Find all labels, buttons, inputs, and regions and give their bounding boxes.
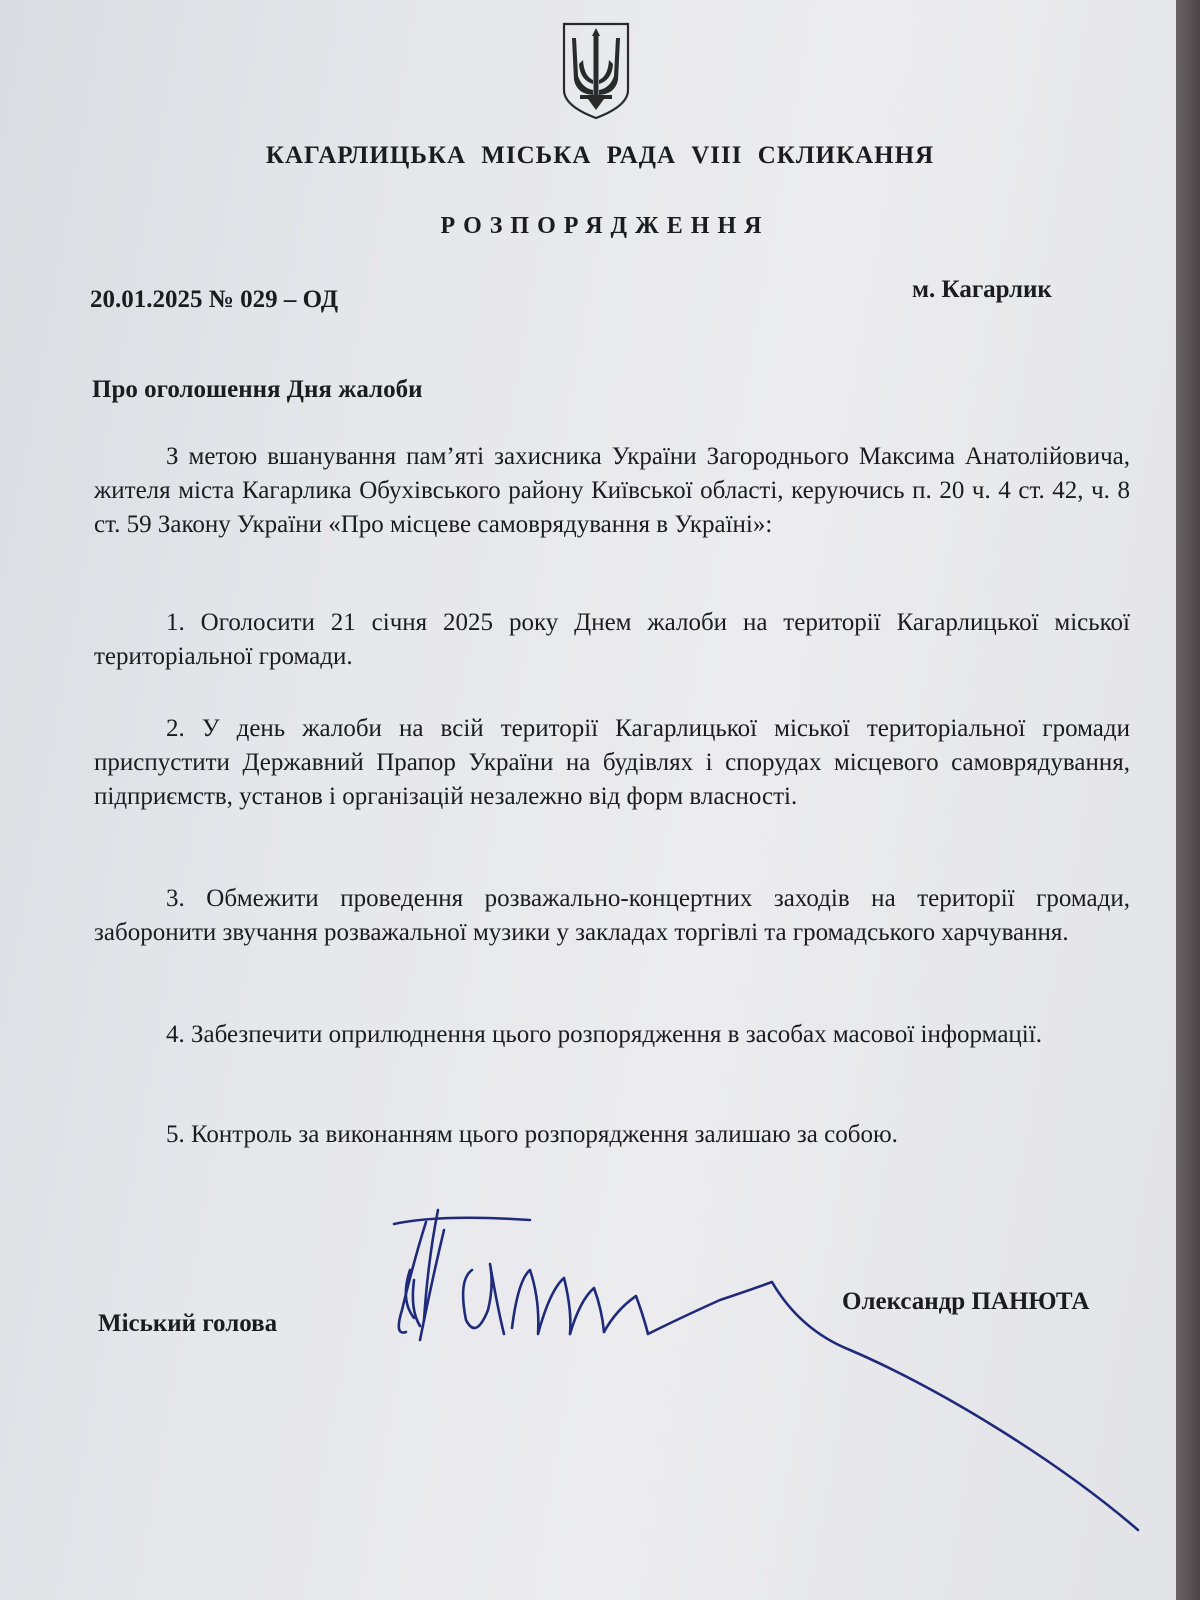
council-name: КАГАРЛИЦЬКА МІСЬКА РАДА VIII СКЛИКАННЯ: [265, 142, 935, 169]
document-type: РОЗПОРЯДЖЕННЯ: [440, 213, 770, 239]
item-paragraph-3: 3. Обмежити проведення розважально-концертних заходів на території громади, заборонити звучання розважальної музики у закладах торгівлі та громадського харчування.: [94, 885, 1130, 946]
item-paragraph-5: 5. Контроль за виконанням цього розпорядження залишаю за собою.: [166, 1121, 898, 1148]
document-subject: Про оголошення Дня жалоби: [92, 376, 423, 403]
document-number: 20.01.2025 № 029 – ОД: [90, 286, 339, 313]
signatory-title: Міський голова: [98, 1310, 278, 1337]
item-paragraph-4: 4. Забезпечити оприлюднення цього розпорядження в засобах масової інформації.: [166, 1021, 1042, 1048]
intro-paragraph: З метою вшанування пам’яті захисника України Загороднього Максима Анатолійовича, жителя міста Кагарлика Обухівського району Київської області, керуючись п. 20 ч. 4 ст. 42, ч. 8 ст. 59 Закону України «Про місцеве самоврядування в Україні»:: [94, 443, 1130, 538]
signatory-name: Олександр ПАНЮТА: [842, 1288, 1090, 1315]
item-paragraph-1: 1. Оголосити 21 січня 2025 року Днем жалоби на території Кагарлицької міської територіальної громади.: [94, 609, 1130, 670]
handwritten-signature: [380, 1200, 1176, 1560]
trident-emblem-icon: [560, 20, 632, 122]
background-edge: [1176, 0, 1200, 1600]
document-city: м. Кагарлик: [912, 276, 1052, 303]
item-paragraph-2: 2. У день жалоби на всій території Кагарлицької міської територіальної громади приспустити Державний Прапор України на будівлях і спорудах місцевого самоврядування, підприємств, установ і організацій незалежно від форм власності.: [94, 715, 1130, 810]
